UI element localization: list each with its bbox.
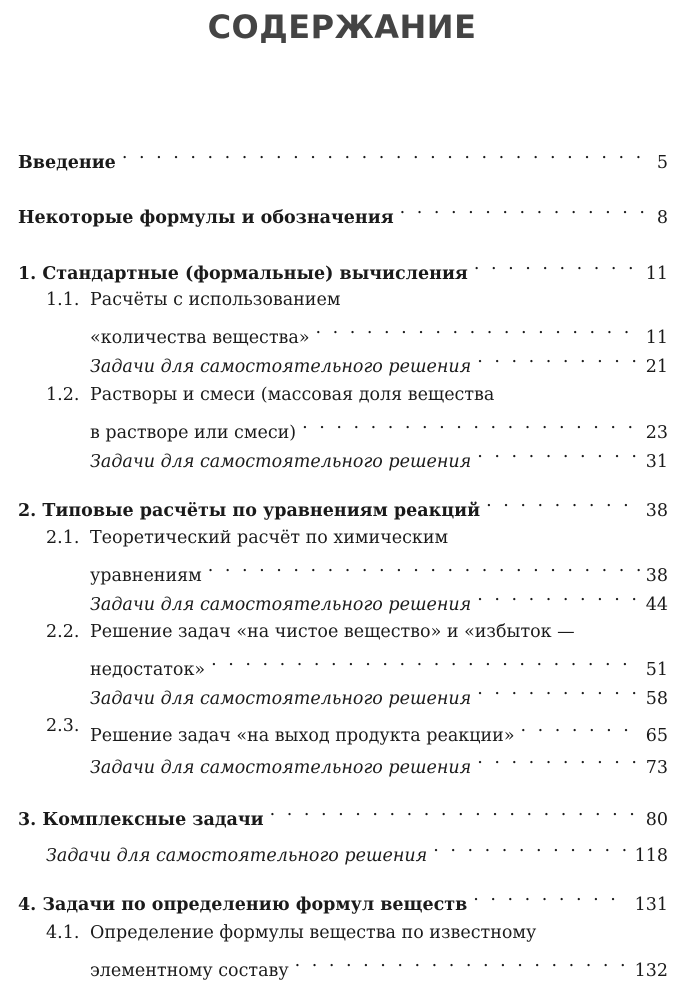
toc-page-number: 118 <box>634 846 668 866</box>
toc-label: Задачи для самостоятельного решения <box>46 846 428 866</box>
toc-section-number: 1.2. <box>46 385 80 405</box>
toc-label: Решение задач «на выход продукта реакции» <box>90 726 515 746</box>
toc-entry-chapter-3[interactable] <box>0 795 684 830</box>
toc-leader-dots <box>122 138 651 168</box>
toc-page-number: 38 <box>645 501 668 521</box>
toc-section-number: 1.1. <box>46 290 80 310</box>
toc-entry-introduction[interactable] <box>0 138 684 173</box>
toc-label: недостаток» <box>90 660 206 680</box>
toc-leader-dots <box>477 342 639 372</box>
toc-entry-exercises-1-2[interactable] <box>0 437 684 472</box>
toc-page-number: 23 <box>645 423 668 443</box>
toc-entry-chapter-4[interactable] <box>0 880 684 915</box>
toc-label: 4. Задачи по определению формул веществ <box>18 895 468 915</box>
toc-entry-section-1-2[interactable] <box>0 380 684 443</box>
toc-entry-exercises-3[interactable] <box>0 831 684 866</box>
toc-leader-dots <box>486 486 640 516</box>
toc-label: 3. Комплексные задачи <box>18 810 264 830</box>
toc-leader-dots <box>270 795 640 825</box>
toc-leader-dots <box>316 313 640 343</box>
toc-label: Задачи для самостоятельного решения <box>90 452 472 472</box>
toc-label: уравнениям <box>90 566 202 586</box>
page-title: СОДЕРЖАНИЕ <box>207 8 477 46</box>
toc-section-number: 4.1. <box>46 923 80 943</box>
toc-page-number: 73 <box>645 758 668 778</box>
toc-leader-dots <box>433 831 628 861</box>
toc-label-line1: Растворы и смеси (массовая доля вещества <box>90 385 495 405</box>
toc-entry-chapter-2[interactable] <box>0 486 684 521</box>
toc-page-number: 58 <box>645 689 668 709</box>
toc-leader-dots <box>400 193 651 223</box>
toc-entry-section-2-2[interactable] <box>0 617 684 680</box>
toc-label: 2. Типовые расчёты по уравнениям реакций <box>18 501 481 521</box>
toc-label: Задачи для самостоятельного решения <box>90 357 472 377</box>
toc-label: 1. Стандартные (формальные) вычисления <box>18 264 468 284</box>
toc-page-number: 31 <box>645 452 668 472</box>
toc-leader-dots <box>477 580 639 610</box>
toc-label: элементному составу <box>90 961 289 981</box>
toc-leader-dots <box>473 880 628 910</box>
toc-leader-dots <box>295 946 629 976</box>
toc-page-number: 132 <box>634 961 668 981</box>
toc-section-number: 2.3. <box>46 716 80 736</box>
toc-page-number: 11 <box>645 328 668 348</box>
toc-entry-chapter-1[interactable] <box>0 249 684 284</box>
toc-page-number: 44 <box>645 595 668 615</box>
toc-label: Некоторые формулы и обозначения <box>18 208 394 228</box>
toc-label-line1: Теоретический расчёт по химическим <box>90 528 449 548</box>
toc-leader-dots <box>211 645 640 675</box>
toc-leader-dots <box>477 674 639 704</box>
toc-entry-section-2-3[interactable] <box>0 711 684 746</box>
toc-leader-dots <box>474 249 640 279</box>
toc-label-line1: Решение задач «на чистое вещество» и «избыток — <box>90 622 575 642</box>
toc-page-number: 21 <box>645 357 668 377</box>
toc-section-number: 2.1. <box>46 528 80 548</box>
toc-leader-dots <box>477 437 639 467</box>
toc-entry-exercises-1-1[interactable] <box>0 342 684 377</box>
toc-page-number: 131 <box>634 895 668 915</box>
toc-section-number: 2.2. <box>46 622 80 642</box>
toc-page-number: 38 <box>645 566 668 586</box>
toc-label-line1: Определение формулы вещества по известному <box>90 923 537 943</box>
toc-entry-exercises-2-1[interactable] <box>0 580 684 615</box>
toc-page-number: 11 <box>645 264 668 284</box>
toc-entry-section-2-1[interactable] <box>0 523 684 586</box>
toc-entry-formulas[interactable] <box>0 193 684 228</box>
toc-page-number: 8 <box>656 208 668 228</box>
toc-entry-section-4-1[interactable] <box>0 918 684 981</box>
toc-leader-dots <box>521 711 640 741</box>
toc-label: Задачи для самостоятельного решения <box>90 595 472 615</box>
toc-entry-section-1-1[interactable] <box>0 285 684 348</box>
toc-entry-exercises-2-2[interactable] <box>0 674 684 709</box>
toc-leader-dots <box>208 551 640 581</box>
toc-label: в растворе или смеси) <box>90 423 297 443</box>
toc-label: Задачи для самостоятельного решения <box>90 758 472 778</box>
toc-page-number: 5 <box>656 153 668 173</box>
toc-leader-dots <box>477 743 639 773</box>
toc-label: «количества вещества» <box>90 328 310 348</box>
toc-leader-dots <box>302 408 640 438</box>
toc-page-number: 51 <box>645 660 668 680</box>
toc-page-number: 80 <box>645 810 668 830</box>
toc-page-number: 65 <box>645 726 668 746</box>
toc-entry-exercises-2-3[interactable] <box>0 743 684 778</box>
toc-label: Введение <box>18 153 116 173</box>
toc-label-line1: Расчёты с использованием <box>90 290 341 310</box>
toc-label: Задачи для самостоятельного решения <box>90 689 472 709</box>
